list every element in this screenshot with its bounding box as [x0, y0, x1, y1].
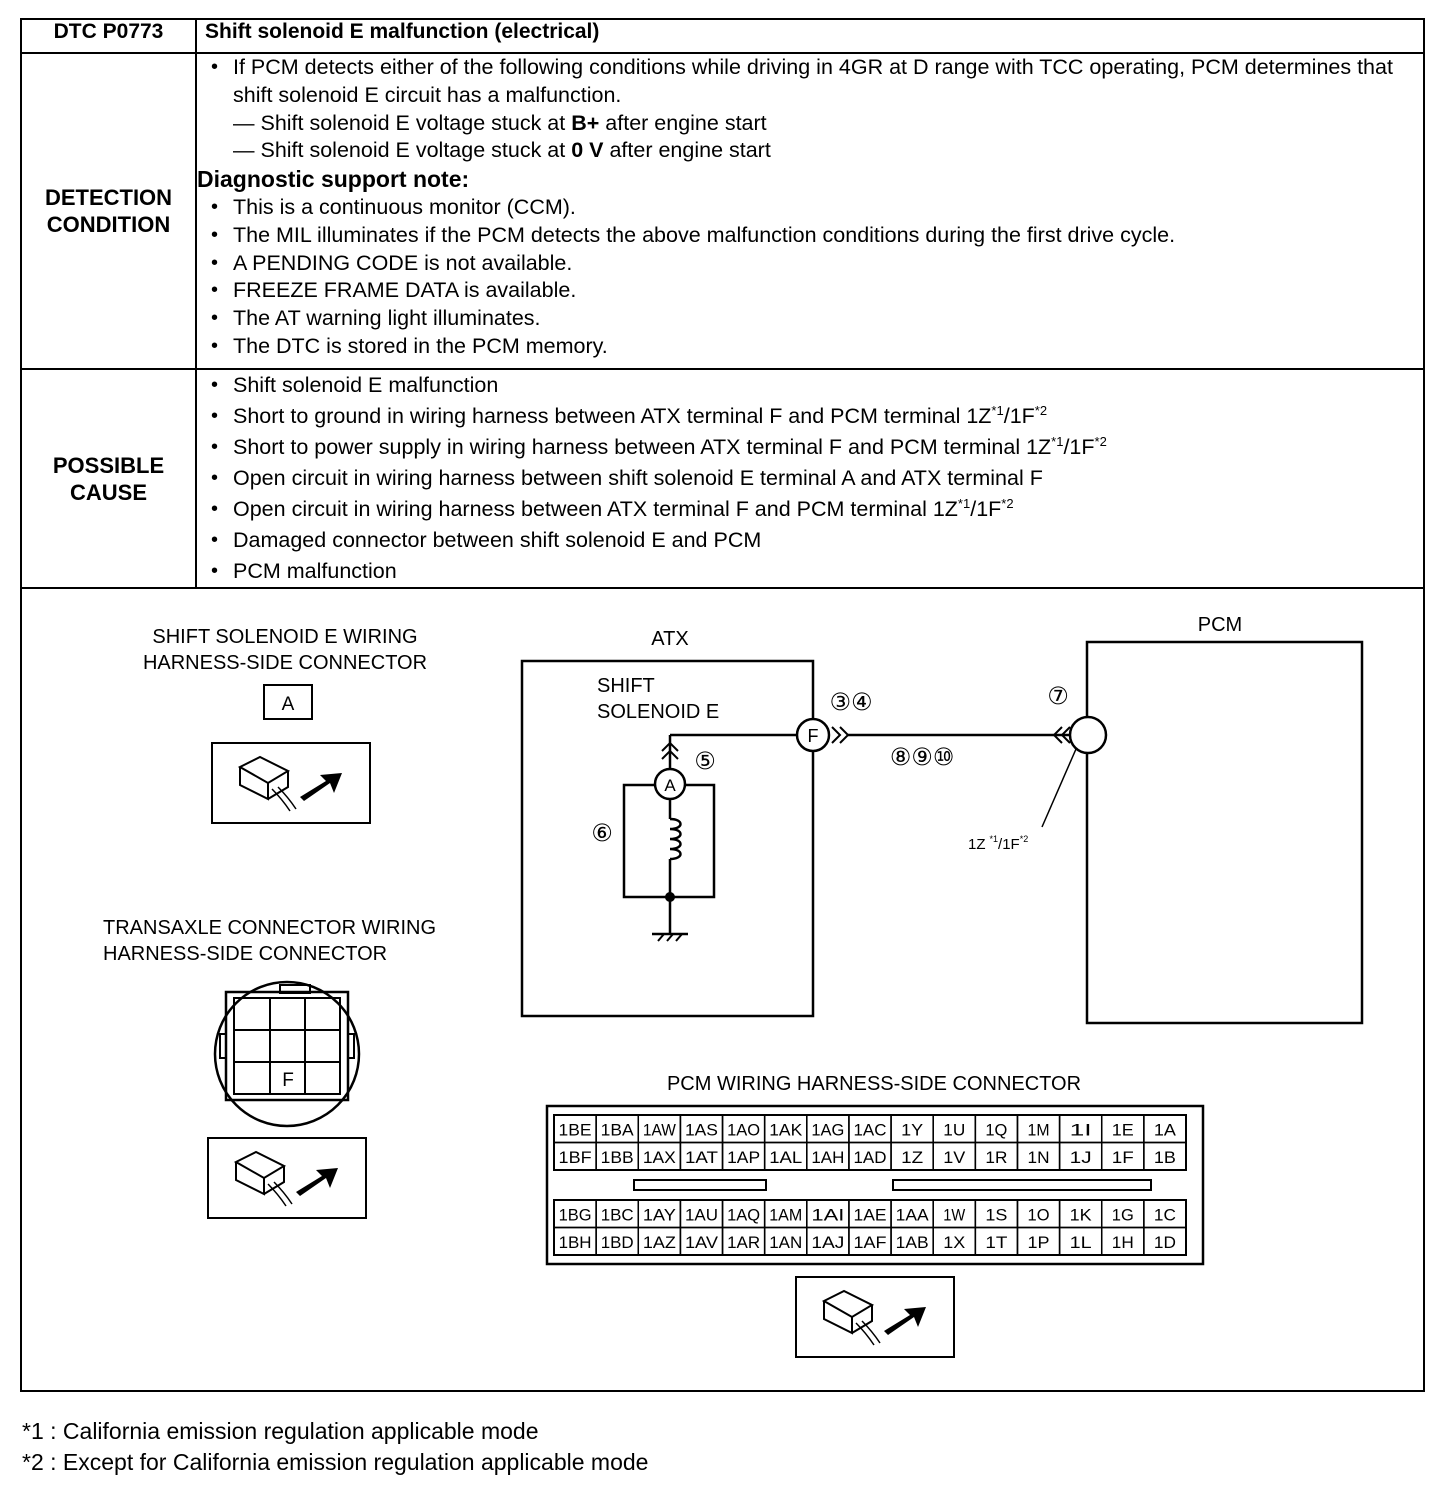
transaxle-connector-label-1: TRANSAXLE CONNECTOR WIRING: [103, 917, 436, 939]
detection-sub-2: — Shift solenoid E voltage stuck at 0 V after engine start: [233, 138, 771, 163]
pcm-terminal-label: 1AX: [642, 1148, 676, 1167]
list-item: • Open circuit in wiring harness between ATX terminal F and PCM terminal $1Z^{*1}/1F^{*2}$: [197, 494, 1423, 525]
pcm-terminal-label: 1BD: [600, 1233, 634, 1252]
pcm-terminal-label: 1BH: [558, 1233, 592, 1252]
possible-cause-label: [22, 369, 196, 588]
pcm-terminal-label: 1AO: [727, 1120, 761, 1140]
marker-7: ⑦: [1047, 683, 1069, 710]
pcm-terminal-label: 1AN: [769, 1233, 803, 1252]
pcm-terminal-label: 1AV: [684, 1233, 719, 1252]
pcm-terminal-label: 1AB: [895, 1233, 929, 1252]
wiring-diagram-area: [22, 589, 1423, 1385]
pcm-terminal-label: 1AM: [769, 1205, 803, 1225]
pcm-terminal-label: 1R: [985, 1148, 1008, 1167]
possible-cause-content: [196, 369, 1423, 588]
pcm-terminal-circle: [1070, 717, 1106, 753]
pcm-terminal-label: 1AE: [853, 1205, 887, 1225]
list-item: • The AT warning light illuminates.: [197, 305, 1423, 333]
terminal-a-label: A: [281, 694, 295, 715]
list-item: • Damaged connector between shift solenoid E and PCM: [197, 525, 1423, 556]
dtc-info-table: [22, 20, 1423, 589]
possible-cause-row: [22, 369, 1423, 588]
pcm-terminal-label: 1BC: [600, 1205, 634, 1225]
pcm-connector: [547, 1106, 1203, 1264]
pcm-terminal-label: 1AA: [895, 1205, 930, 1225]
pcm-terminal-label: 1B: [1153, 1148, 1176, 1167]
detection-intro: • If PCM detects either of the following conditions while driving in 4GR at D range with TCC operating, PCM determines that shift solenoid E circuit has a malfunction.: [197, 54, 1423, 110]
header-row: [22, 20, 1423, 53]
detection-sub-1: — Shift solenoid E voltage stuck at B+ after engine start: [233, 110, 767, 135]
list-item: • A PENDING CODE is not available.: [197, 250, 1423, 278]
pcm-terminal-label: 1BB: [600, 1148, 634, 1167]
connector-view-icon: [796, 1277, 954, 1357]
pcm-terminal-label: 1F: [1111, 1148, 1134, 1167]
wiring-diagram: [22, 589, 1423, 1385]
cause-label-line1: POSSIBLE: [52, 452, 165, 478]
pcm-terminal-label: 1AH: [811, 1148, 845, 1167]
solenoid-circuit: [591, 735, 796, 941]
footnote-2: *2 : Except for California emission regulation applicable mode: [22, 1449, 649, 1475]
pcm-connector-title: PCM WIRING HARNESS-SIDE CONNECTOR: [666, 1073, 1082, 1095]
detection-label-line2: CONDITION: [46, 212, 171, 237]
list-item: • Open circuit in wiring harness between shift solenoid E terminal A and ATX terminal F: [197, 463, 1423, 494]
pcm-terminal-label: 1BE: [558, 1120, 592, 1140]
terminal-a-circle-label: A: [664, 776, 676, 795]
list-item: • This is a continuous monitor (CCM).: [197, 194, 1423, 222]
pcm-terminal-label: 1AL: [769, 1148, 803, 1167]
markers-3-4: ③④: [829, 689, 873, 716]
connector-view-icon: [208, 1138, 366, 1218]
pcm-terminal-label: 1L: [1069, 1233, 1092, 1252]
possible-cause-list: [197, 370, 1423, 587]
list-item: • Short to power supply in wiring harness between ATX terminal F and PCM terminal $1Z^{*1}/1F^{*2}$: [197, 432, 1423, 463]
pcm-terminal-label: 1U: [943, 1120, 966, 1140]
pcm-terminal-label: 1I: [1069, 1120, 1092, 1140]
list-item: • PCM malfunction: [197, 556, 1423, 587]
detection-label-line1: DETECTION: [44, 185, 173, 210]
marker-6: ⑥: [591, 820, 613, 847]
pcm-terminal-label: 1BG: [558, 1205, 592, 1225]
marker-5: ⑤: [694, 748, 716, 775]
pcm-terminal-label: 1AQ: [727, 1205, 761, 1225]
detection-content: [196, 53, 1423, 369]
pcm-terminal-label: 1C: [1153, 1205, 1176, 1225]
pcm-terminal-label: 1S: [985, 1205, 1008, 1225]
detection-row: [22, 53, 1423, 369]
markers-8-9-10: ⑧⑨⑩: [889, 744, 955, 771]
pcm-terminal-label: 1BF: [558, 1148, 592, 1167]
pcm-terminal-label: 1A: [1153, 1120, 1177, 1140]
list-item: • FREEZE FRAME DATA is available.: [197, 277, 1423, 305]
pcm-terminal-label: 1AW: [642, 1120, 676, 1140]
pcm-terminal-label: 1AJ: [811, 1233, 845, 1252]
pcm-terminal-label: 1AF: [853, 1233, 887, 1252]
pcm-terminal-label: 1AY: [642, 1205, 676, 1225]
transaxle-connector-label-2: HARNESS-SIDE CONNECTOR: [103, 943, 388, 965]
pcm-terminal-label: 1AZ: [642, 1233, 676, 1252]
connector-view-icon: [212, 743, 370, 823]
pcm-terminal-label: 1AD: [853, 1148, 887, 1167]
terminal-f-label: F: [282, 1070, 294, 1091]
atx-label: ATX: [651, 628, 689, 650]
pcm-terminal-label: 1AS: [684, 1120, 718, 1140]
pcm-terminal-label: 1AC: [853, 1120, 887, 1140]
pcm-terminal-label: 1Y: [901, 1120, 924, 1140]
solenoid-connector-label-2: HARNESS-SIDE CONNECTOR: [142, 652, 428, 674]
diagnostic-note-title: Diagnostic support note:: [197, 166, 470, 193]
pcm-terminal-label: 1Z: [901, 1148, 924, 1167]
pcm-terminal-label: 1K: [1069, 1205, 1093, 1225]
solenoid-connector-label-1: SHIFT SOLENOID E WIRING: [152, 626, 418, 648]
list-item: • Short to ground in wiring harness between ATX terminal F and PCM terminal $1Z^{*1}/1F^{*2}$: [197, 401, 1423, 432]
pcm-terminal-label: 1Q: [985, 1120, 1008, 1140]
solenoid-label-2: SOLENOID E: [597, 701, 720, 723]
list-item: • The MIL illuminates if the PCM detects the above malfunction conditions during the first drive cycle.: [197, 222, 1423, 250]
pcm-terminal-label: 1E: [1111, 1120, 1134, 1140]
pcm-terminal-label: 1G: [1111, 1205, 1134, 1225]
pcm-terminal-label: 1M: [1027, 1120, 1050, 1140]
dtc-document: [20, 18, 1425, 1392]
transaxle-connector-face: [215, 982, 359, 1126]
pcm-box: [1087, 642, 1362, 1023]
pcm-terminal-label: 1Z $^{*1}/1F^{*2}$: [968, 834, 1029, 853]
pcm-terminal-label: 1AT: [684, 1148, 718, 1167]
pcm-terminal-label: 1AU: [684, 1205, 718, 1225]
pcm-terminal-label: 1AG: [811, 1120, 845, 1140]
pcm-terminal-label: 1AK: [769, 1120, 803, 1140]
pcm-label: PCM: [1197, 614, 1243, 636]
atx-terminal-f-label: F: [807, 726, 819, 746]
pcm-terminal-label: 1W: [943, 1205, 966, 1225]
pcm-terminal-label: 1AR: [727, 1233, 761, 1252]
pcm-terminal-label: 1BA: [600, 1120, 635, 1140]
pcm-terminal-label: 1O: [1027, 1205, 1050, 1225]
pcm-terminal-label: 1V: [943, 1148, 966, 1167]
diagnostic-notes-list: [197, 194, 1423, 361]
pcm-terminal-label: 1N: [1027, 1148, 1050, 1167]
list-item: • Shift solenoid E malfunction: [197, 370, 1423, 401]
pcm-terminal-label: 1AI: [811, 1205, 845, 1225]
pcm-terminal-label: 1D: [1153, 1233, 1176, 1252]
detection-label: [22, 53, 196, 369]
pcm-terminal-label: 1AP: [727, 1148, 761, 1167]
connector-arrow-atx: [832, 727, 848, 743]
footnotes: [22, 1416, 648, 1478]
pcm-terminal-label: 1P: [1027, 1233, 1050, 1252]
pcm-terminal-label: 1X: [943, 1233, 966, 1252]
dtc-code: DTC P0773: [22, 20, 196, 53]
solenoid-coil: [670, 819, 681, 859]
pcm-terminal-label: 1H: [1111, 1233, 1134, 1252]
pcm-terminal-leader: [1042, 749, 1076, 827]
pcm-terminal-label: 1J: [1069, 1148, 1092, 1167]
footnote-1: *1 : California emission regulation applicable mode: [22, 1418, 539, 1444]
solenoid-label-1: SHIFT: [597, 675, 655, 697]
dtc-title: Shift solenoid E malfunction (electrical): [196, 20, 1423, 53]
pcm-terminal-label: 1T: [985, 1233, 1008, 1252]
cause-label-line2: CAUSE: [69, 479, 147, 505]
list-item: • The DTC is stored in the PCM memory.: [197, 333, 1423, 361]
